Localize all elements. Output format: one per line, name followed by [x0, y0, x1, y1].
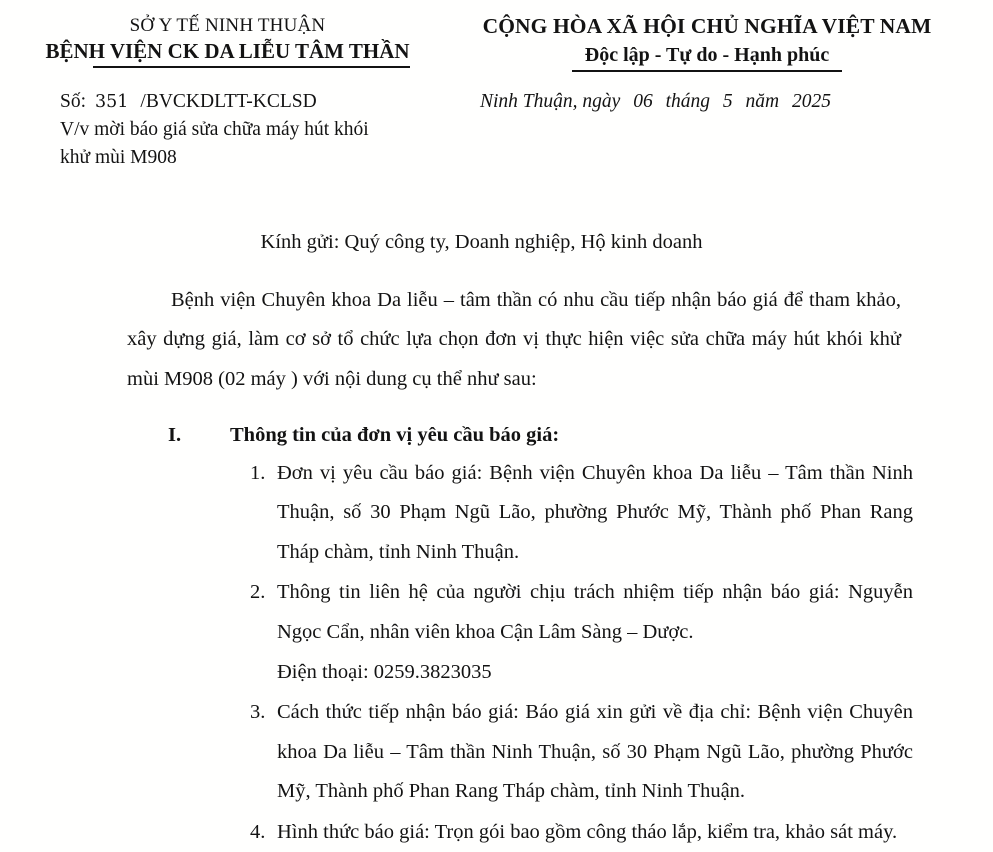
section-one — [0, 419, 993, 852]
document-subject: V/v mời báo giá sửa chữa máy hút khói khử mùi M908 — [60, 118, 369, 169]
document-meta-row — [0, 87, 993, 172]
document-number-value: 351 — [95, 91, 129, 112]
recipient-line: Kính gửi: Quý công ty, Doanh nghiệp, Hộ kinh doanh — [260, 231, 703, 254]
date-day: 06 — [633, 90, 653, 112]
list-item-text: Cách thức tiếp nhận báo giá: Báo giá xin gửi về địa chỉ: Bệnh viện Chuyên khoa Da liễu – Tâm thần Ninh Thuận, số 30 Phạm Ngũ Lão, phường Phước Mỹ, Thành phố Phan Rang Tháp chàm, tỉnh Ninh Thuận. — [277, 701, 913, 803]
parent-organization-name: SỞ Y TẾ NINH THUẬN — [129, 15, 326, 36]
list-item-phone-line: Điện thoại: 0259.3823035 — [277, 660, 492, 683]
list-item — [250, 573, 913, 692]
document-header — [0, 0, 993, 69]
date-year: 2025 — [791, 90, 831, 112]
introduction-paragraph: Bệnh viện Chuyên khoa Da liễu – tâm thần có nhu cầu tiếp nhận báo giá để tham khảo, xây dựng giá, làm cơ sở tổ chức lựa chọn đơn vị thực hiện việc sửa chữa máy hút khói khử mùi M908 (02 máy ) với nội dung cụ thể như sau: — [127, 288, 901, 390]
list-item-main-text: Thông tin liên hệ của người chịu trách nhiệm tiếp nhận báo giá: Nguyễn Ngọc Cẩn, nhân viên khoa Cận Lâm Sàng – Dược. — [277, 581, 913, 644]
document-number-label: Số: — [60, 90, 87, 112]
list-item-number: 2. — [250, 581, 266, 604]
list-item-number: 4. — [250, 820, 266, 843]
header-underline-rule — [93, 66, 409, 68]
list-item — [250, 813, 913, 852]
document-reference-block — [0, 87, 462, 172]
section-one-item-list — [250, 454, 913, 852]
section-one-heading — [0, 419, 993, 452]
list-item — [250, 693, 913, 812]
list-item-text — [277, 573, 913, 692]
list-item-text: Hình thức báo giá: Trọn gói bao gồm công tháo lắp, kiểm tra, khảo sát máy. — [277, 820, 898, 843]
date-month: 5 — [722, 90, 733, 112]
national-motto — [585, 42, 829, 69]
list-item-number: 1. — [250, 461, 266, 484]
date-year-label: năm — [745, 90, 780, 112]
list-item-number: 3. — [250, 701, 266, 724]
section-one-title: Thông tin của đơn vị yêu cầu báo giá: — [230, 423, 560, 446]
issuing-authority-block — [0, 13, 455, 69]
national-motto-label: Độc lập - Tự do - Hạnh phúc — [584, 43, 830, 66]
date-line — [480, 87, 993, 116]
list-item-text: Đơn vị yêu cầu báo giá: Bệnh viện Chuyên khoa Da liễu – Tâm thần Ninh Thuận, số 30 Phạm Ngũ Lão, phường Phước Mỹ, Thành phố Phan Rang Tháp chàm, tỉnh Ninh Thuận. — [277, 461, 913, 563]
document-number-code: /BVCKDLTT-KCLSD — [140, 90, 317, 112]
issuing-organization-label: BỆNH VIỆN CK DA LIỄU TÂM THẦN — [45, 39, 410, 64]
motto-underline-rule — [572, 70, 842, 72]
issuing-organization-name — [45, 38, 409, 66]
section-one-numeral: I. — [168, 423, 182, 446]
country-name: CỘNG HÒA XÃ HỘI CHỦ NGHĨA VIỆT NAM — [482, 14, 932, 38]
date-month-label: tháng — [665, 90, 710, 112]
document-number-line — [60, 87, 462, 116]
date-place-label: Ninh Thuận, ngày — [480, 90, 621, 112]
document-date-block — [462, 87, 993, 172]
national-heading-block — [455, 13, 993, 69]
list-item — [250, 454, 913, 573]
